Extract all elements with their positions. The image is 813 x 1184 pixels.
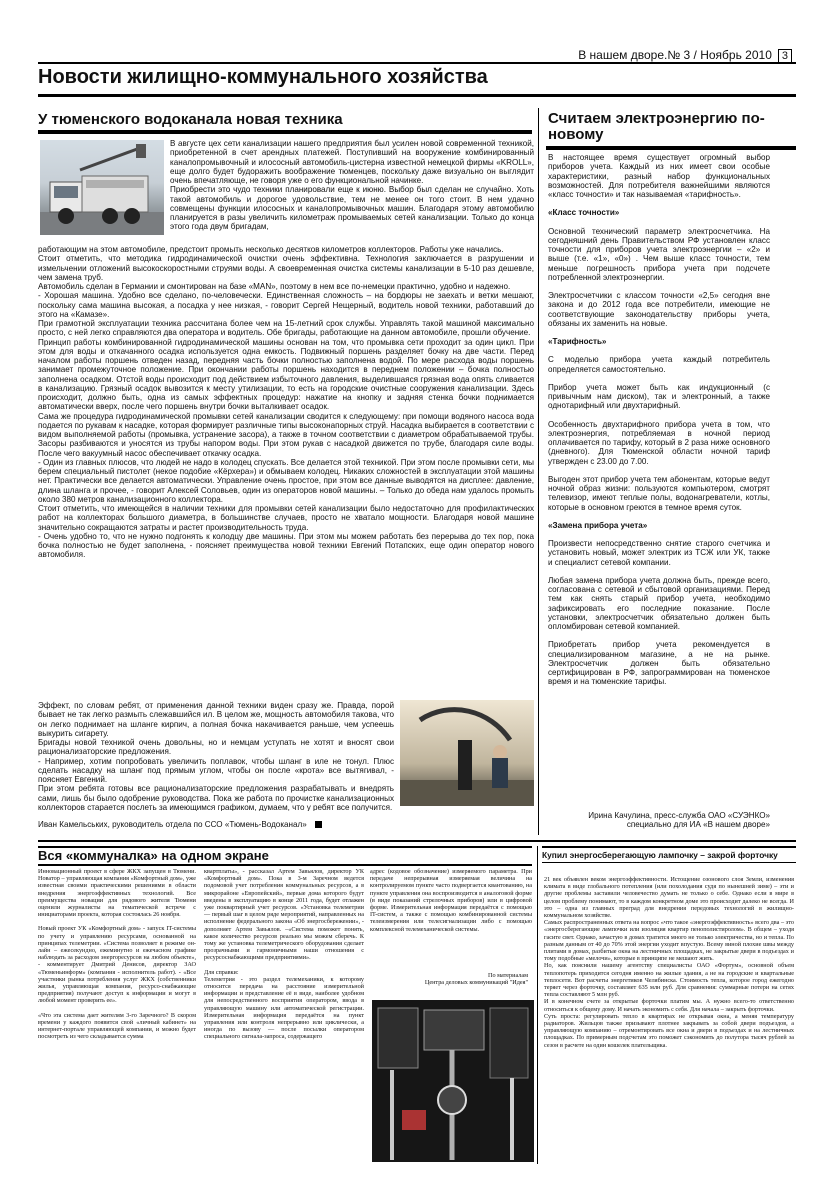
sidebar-article-title: Считаем электроэнергию по-новому (548, 110, 765, 143)
paragraph: При этом ребята готовы все рационализаторские предложения разрабатывать и внедрять сами, лишь бы было одобрение руководства. Пока же работа по прочистке канализационных коллекторов старается послеть за имеющимся графиком, думаем, что у ребят все получится. (38, 784, 394, 811)
paragraph: Основной технический параметр электросчетчика. На сегодняшний день Правительством РФ установлен класс точности для приборов учета электроэнергии – «2» и выше (т.е. «1», «0») . Чем выше класс точности, тем меньше погрешность прибора учета при подсчете потребленной электроэнергии. (548, 226, 770, 282)
paragraph: Приобрести это чудо техники планировали еще к июню. Выбор был сделан не случайно. Хоть такой автомобиль и дорогое удовольствие, тем не менее он того стоит. В нем удачно совмещены функции илососных и каналопромывочных машин. Благодаря этому автомобилю планируется в разы увеличить километраж промываемых сетей канализации. Только до конца этого года двум бригадам, (170, 185, 534, 232)
paragraph: Суть проста: регулировать тепло в квартирах не открывая окна, а меняя температуру радиаторов. Жильцов также призывают плотнее закрывать за собой двери подъездов, а управляющую компанию – отремонтировать все окна и двери в подъездах и на лестничных площадках. По примерным подсчетам это поможет сэкономить до полутора тысяч рублей за сезон в расчете на один кошелек плательщика. (544, 1012, 794, 1049)
section-rule (38, 840, 796, 842)
paragraph: Эффект, по словам ребят, от применения данной техники виден сразу же. Правда, порой бывает не так легко размыть слежавшийся ил. В целом же, мощность автомобиля такова, что он легко поднимает на шланге кирпич, а полная бочка накачивается раньше, чем успеешь выкурить сигарету. (38, 701, 394, 738)
paragraph: В августе цех сети канализации нашего предприятия был усилен новой современной техникой, приобретенной в счет арендных платежей. Поступивший на вооружение комбинированный каналопромывочный и илососный автомобиль-цистерна известной немецкой фирмы «KROLL», еще долго будет будоражить воображение тюменцев, поскольку даже визуально он выглядит очень впечатляюще, не говоря уже о его функциональной начинке. (170, 139, 534, 185)
subheading: Для справки: (204, 968, 239, 976)
hose-operator-photo (400, 700, 534, 806)
source-line: Центра деловых коммуникаций "Идея" (424, 979, 528, 987)
paragraph: - Хорошая машина. Удобно все сделано, по-человечески. Единственная сложность – на бордюры не заехать и ветки мешают, поскольку сама машина высокая, а посадка у нее низкая, - говорит Сергей Нещерный, водитель новой техники, работавший до этого на «Камазе». (38, 291, 534, 319)
paragraph: И в конечном счете за открытые форточки платим мы. А нужно всего-то ответственно относиться к общему дому. И начать экономить с себя. Для начала – закрыть форточки. (544, 998, 794, 1013)
telemetry-equipment-photo (372, 1000, 534, 1162)
bottom-column-3 (370, 868, 532, 966)
paragraph: квартплаты», - рассказал Артем Завьялов, директор УК «Комфортный дом». Пока в 3-м Заречном ведется подомовой учет потребления коммунальных ресурсов, а в микрорайоне «Европейский», первые дома которого будут введены в эксплуатацию в конце 2011 года, будет отлажен уже поквартирный учет ресурсов. «Установка телеметрии — первый шаг в целом ряде мероприятий, направленных на исполнение федерального закона «Об энергосбережении», - дополняет Артем Завьялов. –«Система поможет понять, какое количество ресурсов реально мы можем сберечь. К тому же установка телеметрического оборудования сделает прозрачными и гармоничными наши отношения с ресурсоснабжающими предприятиями». (204, 868, 364, 962)
paragraph: работающим на этом автомобиле, предстоит промыть несколько десятков километров коллекторов. Работы уже начались. (38, 245, 504, 254)
paragraph: С моделью прибора учета каждый потребитель определяется самостоятельно. (548, 355, 770, 374)
signature-line: Ирина Качулина, пресс-служба ОАО «СУЭНКО» (588, 811, 770, 820)
issue-label: В нашем дворе.№ 3 / Ноябрь 2010 (578, 48, 772, 62)
signature-text: Иван Камельських, руководитель отдела по ССО «Тюмень-Водоканал» (38, 820, 307, 829)
paragraph: Стоит отметить, что имеющейся в наличии техники для промывки сетей канализации было недостаточно для профилактических работ на коллекторах большого диаметра, в большинстве случаев, просто не хватало мощности. Благодаря новой машине значительно сокращаются затраты и растет производительность труда. (38, 504, 534, 532)
sidebar-signature (548, 811, 770, 830)
paragraph: Прибор учета может быть как индукционный (с привычным нам диском), так и электронный, а также однотарифный или двухтарифный. (548, 382, 770, 411)
paragraph: Электросчетчики с классом точности «2,5» сегодня вне закона и до 2012 года все потребители, имеющие не соответствующие законодательству приборы учета, обязаны их заменить на новые. (548, 291, 770, 328)
bottom-right-title: Купил энергосберегающую лампочку – закрой форточку (542, 850, 778, 860)
paragraph: Особенность двухтарифного прибора учета в том, что электроэнергия, потребляемая в ночной период оплачивается по тарифу, который в 2 раза ниже основного (дневного). Для Тюменской области ночной тариф утвержден с 23.00 до 7.00. (548, 419, 770, 466)
operator-illustration (400, 700, 534, 806)
paragraph: адрес (кодовое обозначение) измеряемого параметра. При передаче непрерывная измеряемая величина на контролируемом пункте часто подвергается квантованию, на пункте управления она воспроизводится в аналоговой форме (в виде показаний стрелочных приборов) или в цифровой форме. Измерительная информация передаётся с помощью IT-систем, а также с помощью комбинированной системы телеизмерения или телесигнализации либо с помощью комплексной телемеханической системы. (370, 868, 532, 933)
paragraph: Телеметрия - это раздел телемеханики, к которому относится передача на расстояние измерительной информации и представление её в виде, наиболее удобном для непосредственного восприятия оператором, ввода в управляющую машину или автоматической регистрации. Измерительная информация передаётся на пункт управления или контроля непрерывно или циклически, а иногда по вызову — после посылки оператором специального сигнала-запроса, содержащего (204, 975, 364, 1041)
vacuum-truck-photo (40, 140, 164, 235)
vacuum-truck-illustration (40, 140, 164, 235)
paragraph: - Очень удобно то, что не нужно подгонять к колодцу две машины. При этом мы можем работать без перерыва до тех пор, пока бочка полностью не будет заполнена, - поясняет преимущества новой техники Евгений Потапских, еще один оператор нового автомобиля. (38, 531, 534, 560)
end-mark-icon (315, 821, 322, 828)
article-tail (38, 701, 394, 811)
paragraph: Выгоден этот прибор учета тем абонентам, которые ведут ночной образ жизни: пользуются компьютером, смотрят телевизор, имеют теплые полы, водонагреватели, котлы, которые в основном греются в темное время суток. (548, 474, 770, 512)
header-rule (38, 62, 796, 64)
paragraph: Автомобиль сделан в Германии и смонтирован на базе «MAN», поэтому в нем все по-немецки практично, удобно и надежно. (38, 282, 511, 291)
source-credit (370, 972, 528, 986)
paragraph: Сама же процедура гидродинамической промывки сетей канализации сводится к следующему: при помощи водяного насоса вода подается по рукавам к насадке, которая формирует различные типы высоконапорных струй. Насадка выбирается в соответствии с видом выполняемой работы (промывка, устранение засора), а также в точном соответствии с диаметром обрабатываемой трубы. Засоры разбиваются и уносятся из трубы напором воды. При этом рукав с насадкой движется по трубе, благодаря силе воды. После чего вакуумный насос обеспечивает откачку осадка. (38, 411, 534, 458)
bottom-column-2 (204, 868, 364, 1164)
subheading: «Класс точности» (548, 208, 620, 218)
paragraph: Инновационный проект в сфере ЖКХ запущен в Тюмени. Новатор – управляющая компания «Комфортный дом», уже известная своими практическими решениями в области внедрения энергоэффективных технологий. Все преимущества новации для рядового жителя Тюмени оценили журналисты на тематической встрече с инициаторами проекта, которая состоялась 26 ноября. (38, 868, 196, 919)
article-lead (170, 139, 534, 245)
article-body (38, 245, 534, 700)
equipment-illustration (372, 1000, 534, 1162)
article-signature (38, 820, 528, 829)
paragraph: Самых распространенных ответа на вопрос «что такое «энергоэффективность» всего два – это «энергосберегающие лампочки или изоляция квартир пенополистиролом». В общем – уходя гасите свет. Однако, зачастую в домах тратится много не только электричества, но и тепла. По разным данным от 40 до 70% этой энергии уходит впустую. Всему виной плохие швы между плитами в домах, разбитые окна на лестничных площадках, не закрытые двери в подъездах и тому подобные «мелочи», которые в принципе не мешают жить. (544, 919, 794, 963)
bottom-right-header (542, 846, 796, 863)
sidebar-title-bar (546, 146, 796, 150)
page-title: Новости жилищно-коммунального хозяйства (38, 66, 488, 88)
bottom-article-title: Вся «коммуналка» на одном экране (38, 848, 269, 863)
article-title: У тюменского водоканала новая техника (38, 111, 343, 128)
bottom-column-1 (38, 868, 196, 1164)
paragraph: «Что эта система дает жителям 3-го Заречного? В скором времени у каждого появится свой «личный кабинет» на интернет-портале управляющей компании, и можно будет посмотреть из чего складывается сумма (38, 1011, 196, 1041)
paragraph: При грамотной эксплуатации техника рассчитана более чем на 15-летний срок службы. Управлять такой машиной максимально просто, с ней легко справляются два оператора и водитель. Обе бригады, работающие на данном автомобиле, прошли обучение. (38, 319, 534, 338)
paragraph: В настоящее время существует огромный выбор приборов учета. Каждый из них имеет свои особые характеристики, разный набор функциональных возможностей. Для потребителя важнейшими являются «класс точности» и так называемая «тарифность». (548, 153, 770, 199)
paragraph: Приобретать прибор учета рекомендуется в специализированном магазине, а не на рынке. Электросчетчик должен быть обязательно сертифицирован в РФ, запрограммирован на тюменское время и на тюменские тарифы. (548, 640, 770, 687)
paragraph: Новый проект УК «Комфортный дом» - запуск IT-системы по учету и управлению ресурсами, основанной на принципах телеметрии. «Система позволяет в режиме он-лайн – ежесекундно, ежеминутно и ежечасном графике наблюдать за расходом энергоресурсов на любом объекте», - комментирует Дмитрий Денисов, директор ЗАО «Тюменьинформ» (компания - исполнитель работ). - «Все участники рынка потребления услуг ЖКХ (собственники жилья, управляющая компания, ресурсо-снабжающие предприятия) получают доступ к информации и могут в любой момент проверить ее». (38, 925, 196, 1005)
article-title-bar (38, 130, 532, 134)
paragraph: Бригады новой техникой очень довольны, но и немцам уступать не хотят и вносят свои рационализаторские предложения. (38, 738, 394, 757)
source-line: По материалам (488, 972, 528, 979)
subheading: «Замена прибора учета» (548, 520, 648, 530)
paragraph: - Один из главных плюсов, что людей не надо в колодец спускать. Все делается этой техникой. При этом после промывки сети, мы берем специальный пистолет (некое подобие «Кёрхера») и обмываем колодец. Никаких сложностей в эксплуатации этой машины нет. Практически все делается автоматически. Управление очень простое, при этом все данные выводятся на дисплее: давление, длина шланга и прочее, - говорит Алексей Соловьев, один из операторов новой машины. – Только до обеда нам удалось промыть около 380 метров канализационного коллектора. (38, 457, 534, 504)
paragraph: Принцип работы комбинированной гидродинамической машины основан на том, что промывка сети проходит за один цикл. При этом для воды и откачанного осадка используется одна емкость. Подвижный поршень разделяет бочку на две части. Перед началом работы поршень отведен назад, передняя часть бочки полностью заполнена водой. По мере расхода воды поршень занимает промежуточное положение. При окончании работы поршень находится в переднем положении – бочка полностью заполнена осадком. Отстой воды происходит под действием избыточного давления, выделившаяся грязная вода опять сливается в канализацию. Грязный осадок вывозится к месту утилизации, то есть на городские очистные сооружения канализации. Здесь происходит, должно быть, одна из самых эффектных процедур: нажатие на кнопку и задняя стенка бочки поднимается автоматически вверх, после чего поршень внутри бочки выталкивает осадок. (38, 337, 534, 412)
paragraph: Любая замена прибора учета должна быть, прежде всего, согласована с сетевой и сбытовой организациями. Перед тем как снять старый прибор учета, необходимо зафиксировать его последние показание. После установки, электросчетчик обязательно должен быть опломбирован сетевой компанией. (548, 575, 770, 631)
title-rule (38, 94, 796, 97)
paragraph: Произвести непосредственно снятие старого счетчика и установить новый, может электрик из ТСЖ или УК, также и специалист сетевой компании. (548, 539, 770, 567)
signature-line: специально для ИА «В нашем дворе» (626, 820, 770, 830)
paragraph: 21 век объявлен веком энергоэффективности. Истощение озонового слоя Земли, изменения климата в виде глобального потепления (или похолодания судя по нынешней зиме) – эти и другие проблемы заставили человечество думать не только о себе. Однако если в мире в целом проблему понимают, то в каждом конкретном доме это происходит далеко не всегда. И это – одна из главных преград для внедрения передовых технологий в жилищно-коммунальном хозяйстве. (544, 876, 794, 920)
bottom-right-body (544, 876, 794, 1164)
page-number: 3 (778, 49, 792, 63)
subheading: «Тарифность» (548, 337, 607, 346)
issue-header (512, 48, 792, 63)
paragraph: Стоит отметить, что методика гидродинамической очистки очень эффективна. Технология заключается в разрушении и измельчении отложений высокоскоростными струями воды. А своевременная очистка системы канализации в 5-10 раз дешевле, чем замена труб. (38, 254, 534, 282)
bottom-column-divider (537, 846, 538, 1164)
sidebar-article-body (548, 153, 770, 803)
column-divider (538, 108, 539, 835)
paragraph: Но, как пояснили нашему агентству специалисты ОАО «Фортум», основной объем теплопотерь приходится сегодня именно на жилые здания, а не на городские и квартальные теплосети. Вот расчеты энергетиков Челябинска. Стоимость тепла, которое город ежегодно теряет через форточку, составляет 635 млн руб. Для сравнения: суммарные потери на сетях тепла составляют 5 млн руб. (544, 962, 794, 999)
paragraph: - Например, хотим попробовать увеличить поплавок, чтобы шланг в иле не тонул. Плюс сделать насадку на шланг под прямым углом, чтобы он после «крота» все вытягивал, - поясняет Евгений. (38, 756, 394, 784)
bottom-article-header (38, 846, 532, 866)
